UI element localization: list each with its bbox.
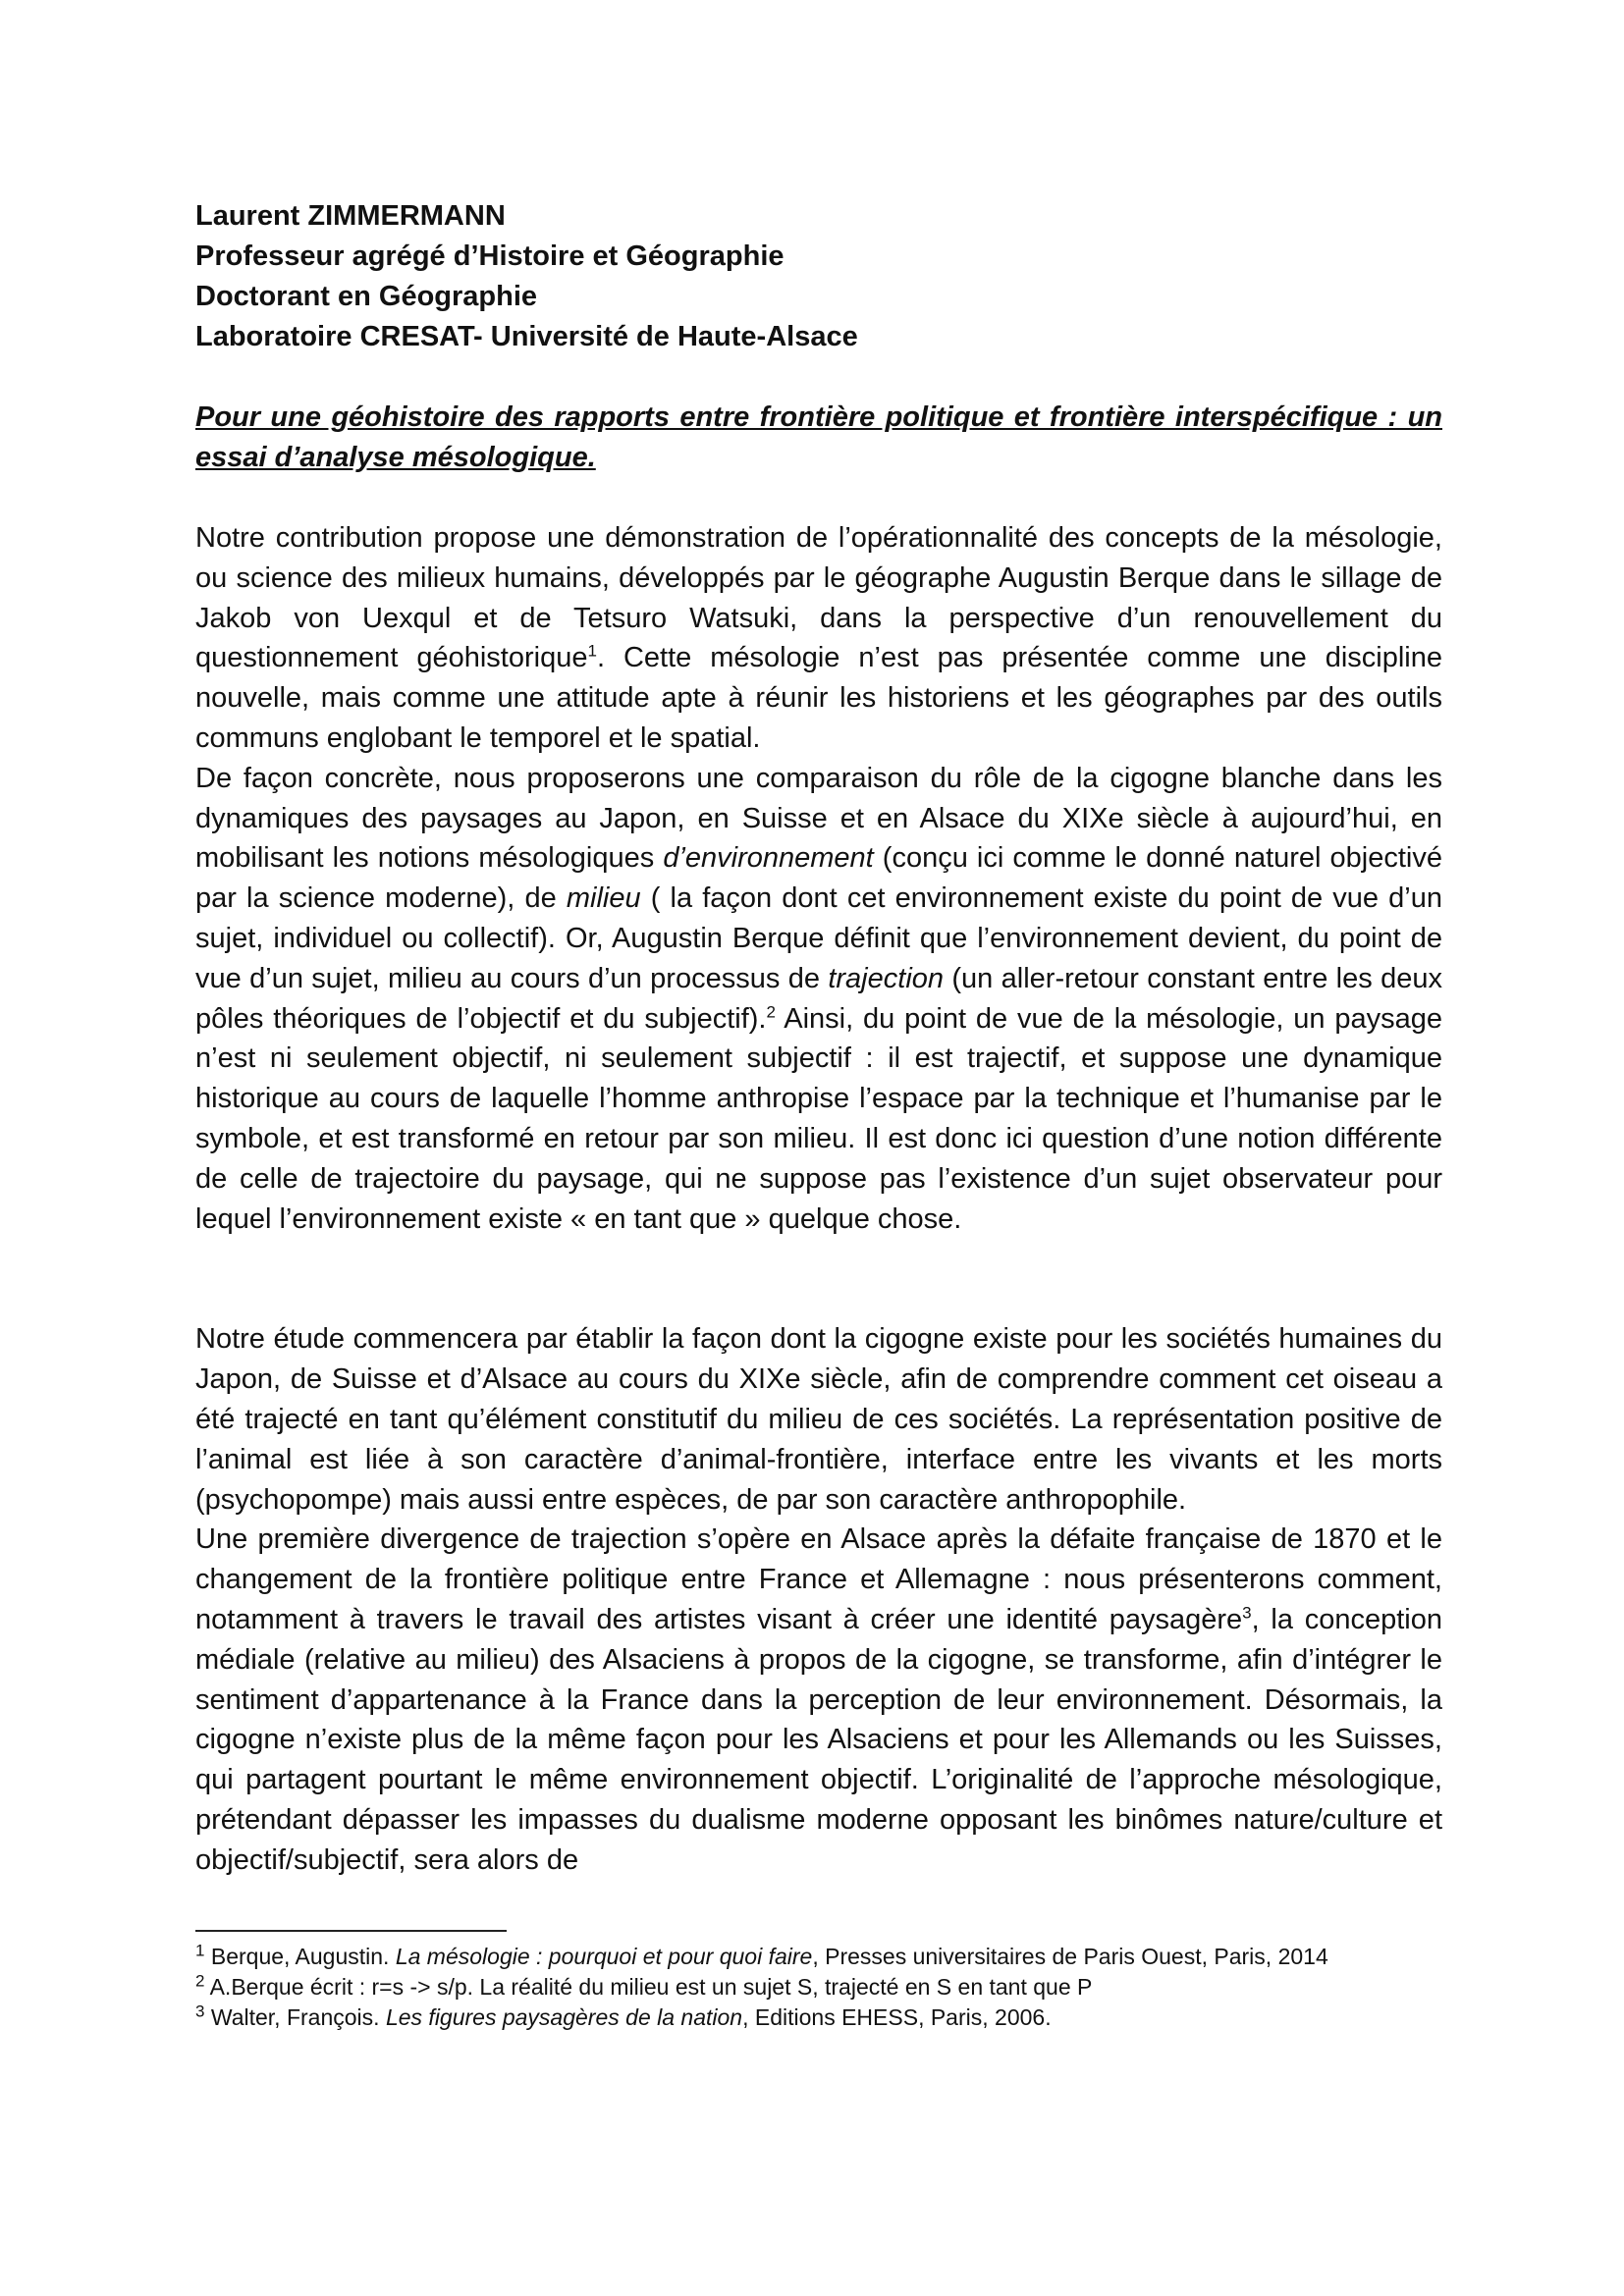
footnote-3-text: Walter, François. — [204, 2003, 386, 2030]
footnotes — [195, 1942, 1442, 2033]
footnote-3-number: 3 — [195, 2001, 205, 2020]
footnote-1-number: 1 — [195, 1940, 205, 1959]
footnote-1-work-title: La mésologie : pourquoi et pour quoi faire — [395, 1943, 813, 1969]
footnote-3 — [195, 2002, 1442, 2033]
footnote-ref-1[interactable]: 1 — [587, 641, 597, 661]
footnote-1-text: Berque, Augustin. — [204, 1943, 396, 1969]
paragraph-2 — [195, 759, 1442, 1240]
footnote-ref-2[interactable]: 2 — [766, 1001, 776, 1021]
p2-text-d: (un aller-retour constant entre les deux pôles théoriques de l’objectif et du subjectif). — [195, 962, 1443, 1035]
p1-text-b: . Cette mésologie n’est pas présentée comme une discipline nouvelle, mais comme une attitude apte à réunir les historiens et les géographes par des outils communs englobant le temporel et le spatial. — [195, 642, 1442, 754]
author-title: Professeur agrégé d’Histoire et Géographie — [195, 240, 785, 272]
p4-text-a: Une première divergence de trajection s’opère en Alsace après la défaite française de 1870 et le changement de la frontière politique entre France et Allemagne : nous présenterons comment, notamment à travers le travail des artistes visant à créer une identité paysagère — [195, 1523, 1442, 1635]
paragraph-spacer — [195, 1239, 1442, 1319]
footnote-2-number: 2 — [195, 1970, 205, 1990]
document-page — [195, 196, 1442, 2033]
paragraph-1 — [195, 518, 1442, 759]
paragraph-4 — [195, 1520, 1442, 1880]
p2-term-milieu: milieu — [566, 882, 641, 915]
paragraph-3: Notre étude commencera par établir la façon dont la cigogne existe pour les sociétés humaines du Japon, de Suisse et d’Alsace au cours du XIXe siècle, afin de comprendre comment cet oiseau a été trajecté en tant qu’élément constitutif du milieu de ces sociétés. La représentation positive de l’animal est liée à son caractère d’animal-frontière, interface entre les vivants et les morts (psychopompe) mais aussi entre espèces, de par son caractère anthropophile. — [195, 1323, 1442, 1516]
p4-text-b: , la conception médiale (relative au milieu) des Alsaciens à propos de la cigogne, se transforme, afin d’intégrer le sentiment d’appartenance à la France dans la perception de leur environnement. Désormais, la cigogne n’existe plus de la même façon pour les Alsaciens et pour les Allemands ou les Suisses, qui partagent pourtant le même environnement objectif. L’originalité de l’approche mésologique, prétendant dépasser les impasses du dualisme moderne opposant les binômes nature/culture et objectif/subjectif, sera alors de — [195, 1603, 1443, 1876]
footnote-3-publisher: , Editions EHESS, Paris, 2006. — [742, 2003, 1052, 2030]
author-status: Doctorant en Géographie — [195, 281, 538, 312]
p2-text-b: (conçu ici comme le donné naturel objectivé par la science moderne), de — [195, 842, 1443, 915]
author-block — [195, 196, 1442, 357]
p2-text-a: De façon concrète, nous proposerons une comparaison du rôle de la cigogne blanche dans les dynamiques des paysages au Japon, en Suisse et en Alsace du XIXe siècle à aujourd’hui, en mobilisant les notions mésologiques — [195, 762, 1442, 875]
footnote-2-text: A.Berque écrit : r=s -> s/p. La réalité du milieu est un sujet S, trajecté en S en tant que P — [204, 1973, 1093, 2000]
footnote-2 — [195, 1972, 1442, 2002]
footnote-separator — [195, 1930, 507, 1932]
author-affiliation: Laboratoire CRESAT- Université de Haute-Alsace — [195, 321, 858, 352]
p2-text-c: ( la façon dont cet environnement existe du point de vue d’un sujet, individuel ou collectif). Or, Augustin Berque définit que l’environnement devient, du point de vue d’un sujet, milieu au cours d’un processus de — [195, 882, 1442, 994]
p2-text-e: Ainsi, du point de vue de la mésologie, un paysage n’est ni seulement objectif, ni seulement subjectif : il est trajectif, et suppose une dynamique historique au cours de laquelle l’homme anthropise l’espace par la technique et l’humanise par le symbole, et est transformé en retour par son milieu. Il est donc ici question d’une notion différente de celle de trajectoire du paysage, qui ne suppose pas l’existence d’un sujet observateur pour lequel l’environnement existe « en tant que » quelque chose. — [195, 1002, 1443, 1235]
footnote-1 — [195, 1942, 1442, 1972]
footnote-ref-3[interactable]: 3 — [1242, 1603, 1252, 1623]
footnote-1-publisher: , Presses universitaires de Paris Ouest, Paris, 2014 — [812, 1943, 1328, 1969]
p2-term-trajection: trajection — [828, 962, 945, 994]
footnote-3-work-title: Les figures paysagères de la nation — [385, 2003, 743, 2030]
paper-title: Pour une géohistoire des rapports entre frontière politique et frontière interspécifique : un essai d’analyse mésologique. — [195, 401, 1442, 473]
p1-text-a: Notre contribution propose une démonstration de l’opérationnalité des concepts de la mésologie, ou science des milieux humains, développés par le géographe Augustin Berque dans le sillage de Jakob von Uexqul et de Tetsuro Watsuki, dans la perspective d’un renouvellement du questionnement géohistorique — [195, 522, 1442, 674]
p2-term-environnement: d’environnement — [663, 842, 874, 875]
author-name: Laurent ZIMMERMANN — [195, 200, 506, 232]
